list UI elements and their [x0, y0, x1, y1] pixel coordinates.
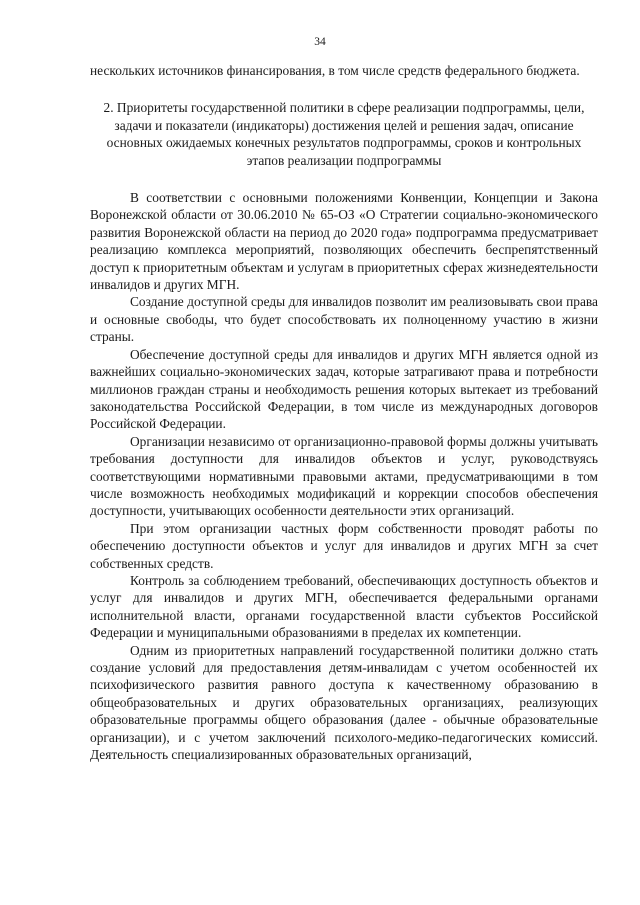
paragraph-3: Обеспечение доступной среды для инвалидов и других МГН является одной из важнейших социально-экономических задач, которые затрагивают права и потребности миллионов граждан страны и необходимость решения которых вытекает из требований законодательства Российской Федерации, в том числе из международных договоров Российской Федерации. — [90, 346, 598, 432]
section-heading: 2. Приоритеты государственной политики в сфере реализации подпрограммы, цели, задачи и показатели (индикаторы) достижения целей и решения задач, описание основных ожидаемых конечных результатов подпрограммы, сроков и контрольных этапов реализации подпрограммы — [103, 100, 585, 168]
paragraph-4: Организации независимо от организационно-правовой формы должны учитывать требования доступности для инвалидов объектов и услуг, руководствуясь соответствующими нормативными правовыми актами, предусматривающими в том числе возможность необходимых модификаций и коррекции способов обеспечения доступности, учитывающих особенности деятельности этих организаций. — [90, 433, 598, 519]
continuation-paragraph: нескольких источников финансирования, в том числе средств федерального бюджета. — [90, 63, 580, 78]
paragraph-6: Контроль за соблюдением требований, обеспечивающих доступность объектов и услуг для инвалидов и других МГН, обеспечивается федеральными органами исполнительной власти, органами государственной власти субъектов Российской Федерации и муниципальными образованиями в пределах их компетенции. — [90, 572, 598, 641]
document-body — [90, 62, 598, 763]
paragraph-5: При этом организации частных форм собственности проводят работы по обеспечению доступности объектов и услуг для инвалидов и других МГН за счет собственных средств. — [90, 520, 598, 571]
page-number: 34 — [314, 36, 326, 48]
paragraph-1: В соответствии с основными положениями Конвенции, Концепции и Закона Воронежской области от 30.06.2010 № 65-ОЗ «О Стратегии социально-экономического развития Воронежской области на период до 2020 года» подпрограмма предусматривает реализацию комплекса мероприятий, позволяющих обеспечить беспрепятственный доступ к приоритетным объектам и услугам в приоритетных сферах жизнедеятельности инвалидов и других МГН. — [90, 190, 598, 293]
paragraph-2: Создание доступной среды для инвалидов позволит им реализовывать свои права и основные свободы, что будет способствовать их полноценному участию в жизни страны. — [90, 294, 598, 345]
paragraph-7: Одним из приоритетных направлений государственной политики должно стать создание условий для предоставления детям-инвалидам с учетом особенностей их психофизического развития равного доступа к качественному образованию в общеобразовательных и других образовательных организациях, реализующих образовательные программы общего образования (далее - обычные образовательные организации), и с учетом заключений психолого-медико-педагогических комиссий. Деятельность специализированных образовательных организаций, — [90, 642, 598, 763]
